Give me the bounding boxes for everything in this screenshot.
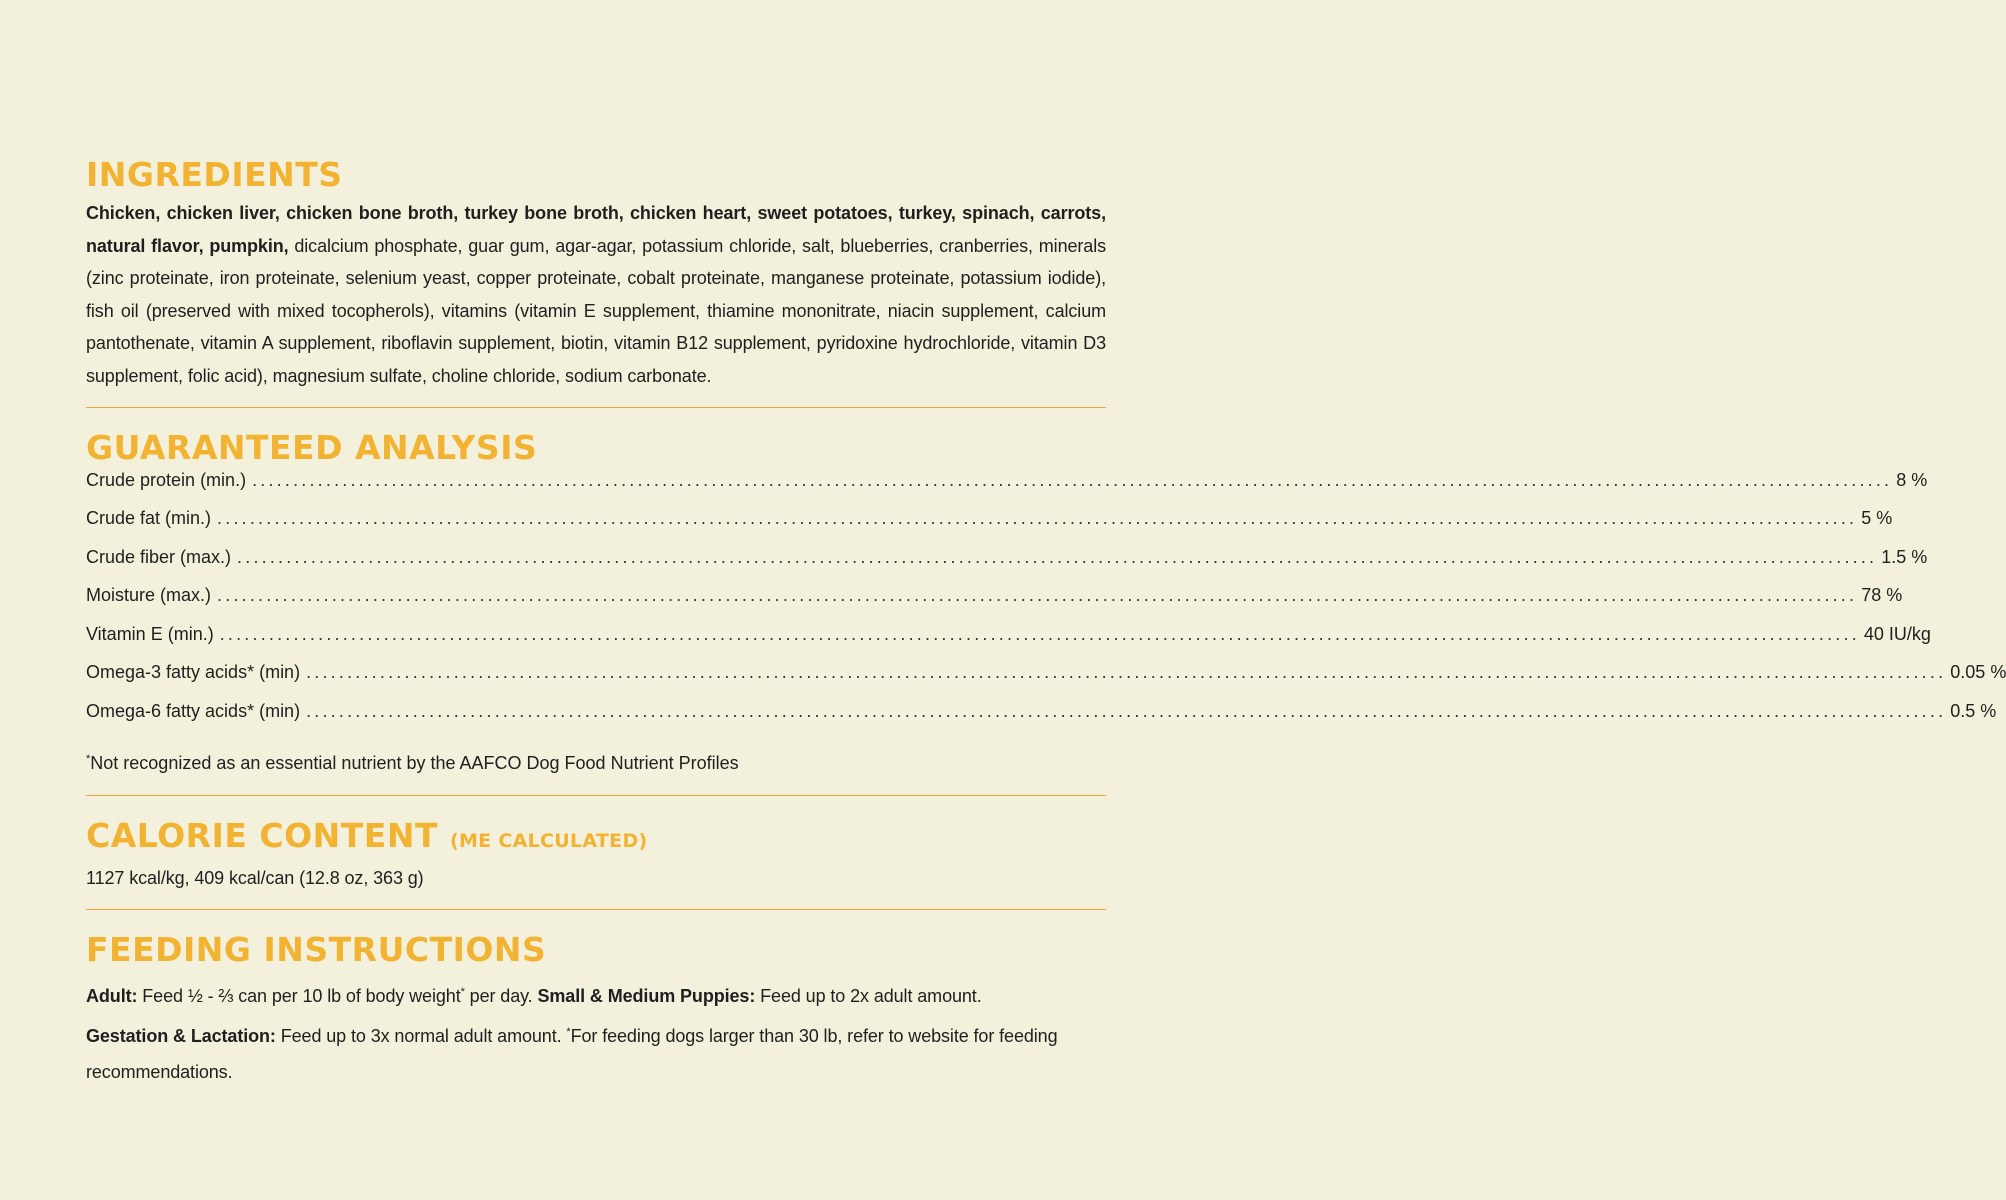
divider bbox=[86, 909, 1106, 910]
feeding-instructions-heading: FEEDING INSTRUCTIONS bbox=[86, 930, 547, 970]
analysis-row-label: Omega-6 fatty acids* (min) bbox=[86, 700, 301, 721]
calorie-content-section bbox=[86, 816, 1106, 893]
divider bbox=[86, 407, 1106, 408]
ingredients-section bbox=[86, 155, 1106, 393]
calorie-heading-main: CALORIE CONTENT bbox=[86, 816, 438, 856]
feeding-instructions-text bbox=[86, 974, 1106, 1090]
analysis-row-label: Vitamin E (min.) bbox=[86, 623, 214, 644]
analysis-row-value: 40 IU/kg bbox=[1863, 623, 1931, 644]
analysis-footnote bbox=[86, 747, 1106, 775]
ingredients-regular-text: dicalcium phosphate, guar gum, agar-agar, potassium chloride, salt, blueberries, cranberries, minerals (zinc proteinate, iron proteinate, selenium yeast, copper proteinate, cobalt proteinate, manganese proteinate, potassium iodide), fish oil (preserved with mixed tocopherols), vitamins (vitamin E supplement, thiamine mononitrate, niacin supplement, calcium pantothenate, vitamin A supplement, riboflavin supplement, biotin, vitamin B12 supplement, pyridoxine hydrochloride, vitamin D3 supplement, folic acid), magnesium sulfate, choline chloride, sodium carbonate. bbox=[86, 235, 1106, 386]
analysis-row-value: 0.05 % bbox=[1950, 662, 2006, 683]
analysis-row bbox=[86, 662, 2006, 701]
divider bbox=[86, 795, 1106, 796]
puppies-label: Small & Medium Puppies: bbox=[537, 986, 756, 1007]
guaranteed-analysis-heading: GUARANTEED ANALYSIS bbox=[86, 427, 538, 467]
adult-text-2: per day. bbox=[464, 986, 538, 1007]
analysis-row-label: Omega-3 fatty acids* (min) bbox=[86, 662, 301, 683]
ingredients-heading: INGREDIENTS bbox=[86, 155, 343, 194]
analysis-row-value: 8 % bbox=[1896, 469, 1928, 490]
ingredients-bold-text: Chicken, chicken liver, chicken bone broth, turkey bone broth, chicken heart, sweet potatoes, turkey, spinach, carrots, natural flavor, pumpkin, bbox=[86, 203, 1106, 256]
analysis-row-value: 5 % bbox=[1861, 508, 1893, 529]
dot-leader: ........................................................................................................................................................................................................ bbox=[217, 585, 1858, 606]
gestation-footnote-mark: * bbox=[566, 1026, 571, 1039]
gestation-text-1: Feed up to 3x normal adult amount. bbox=[275, 1026, 567, 1047]
analysis-row-label: Crude fat (min.) bbox=[86, 508, 212, 529]
dot-leader: ........................................................................................................................................................................................................ bbox=[219, 623, 1860, 644]
guaranteed-analysis-section bbox=[86, 427, 2006, 776]
analysis-row-value: 0.5 % bbox=[1950, 700, 1997, 721]
puppies-text: Feed up to 2x adult amount. bbox=[755, 986, 982, 1007]
analysis-row-label: Moisture (max.) bbox=[86, 585, 212, 606]
dot-leader: ........................................................................................................................................................................................................ bbox=[217, 508, 1858, 529]
analysis-row-value: 1.5 % bbox=[1881, 546, 1928, 567]
dot-leader: ........................................................................................................................................................................................................ bbox=[306, 700, 1947, 721]
gestation-label: Gestation & Lactation: bbox=[86, 1026, 276, 1047]
adult-footnote-mark: * bbox=[460, 986, 465, 999]
footnote-mark: * bbox=[86, 753, 91, 766]
feeding-instructions-section bbox=[86, 930, 1106, 1090]
dot-leader: ........................................................................................................................................................................................................ bbox=[252, 469, 1893, 490]
nutrition-panel bbox=[86, 155, 2006, 1090]
dot-leader: ........................................................................................................................................................................................................ bbox=[306, 662, 1947, 683]
analysis-row bbox=[86, 508, 1893, 547]
analysis-table bbox=[86, 469, 2006, 740]
analysis-row-label: Crude protein (min.) bbox=[86, 469, 247, 490]
analysis-row-value: 78 % bbox=[1861, 585, 1903, 606]
gestation-text-2: For feeding dogs larger than 30 lb, refer to website for feeding recommendations. bbox=[86, 1026, 1058, 1083]
analysis-row bbox=[86, 700, 1997, 740]
analysis-row bbox=[86, 546, 1928, 586]
dot-leader: ........................................................................................................................................................................................................ bbox=[237, 546, 1878, 567]
calorie-heading-sub: (ME CALCULATED) bbox=[449, 830, 648, 853]
analysis-row bbox=[86, 623, 1931, 663]
calorie-content-text: 1127 kcal/kg, 409 kcal/can (12.8 oz, 363 g) bbox=[86, 868, 424, 889]
ingredients-text bbox=[86, 197, 1106, 393]
analysis-row-label: Crude fiber (max.) bbox=[86, 546, 232, 567]
analysis-row bbox=[86, 585, 1903, 624]
calorie-content-heading bbox=[86, 816, 1106, 861]
adult-label: Adult: bbox=[86, 986, 138, 1007]
adult-text-1: Feed ½ - ⅔ can per 10 lb of body weight bbox=[137, 986, 461, 1007]
analysis-row bbox=[86, 469, 1928, 509]
footnote-text: Not recognized as an essential nutrient by the AAFCO Dog Food Nutrient Profiles bbox=[90, 753, 739, 774]
